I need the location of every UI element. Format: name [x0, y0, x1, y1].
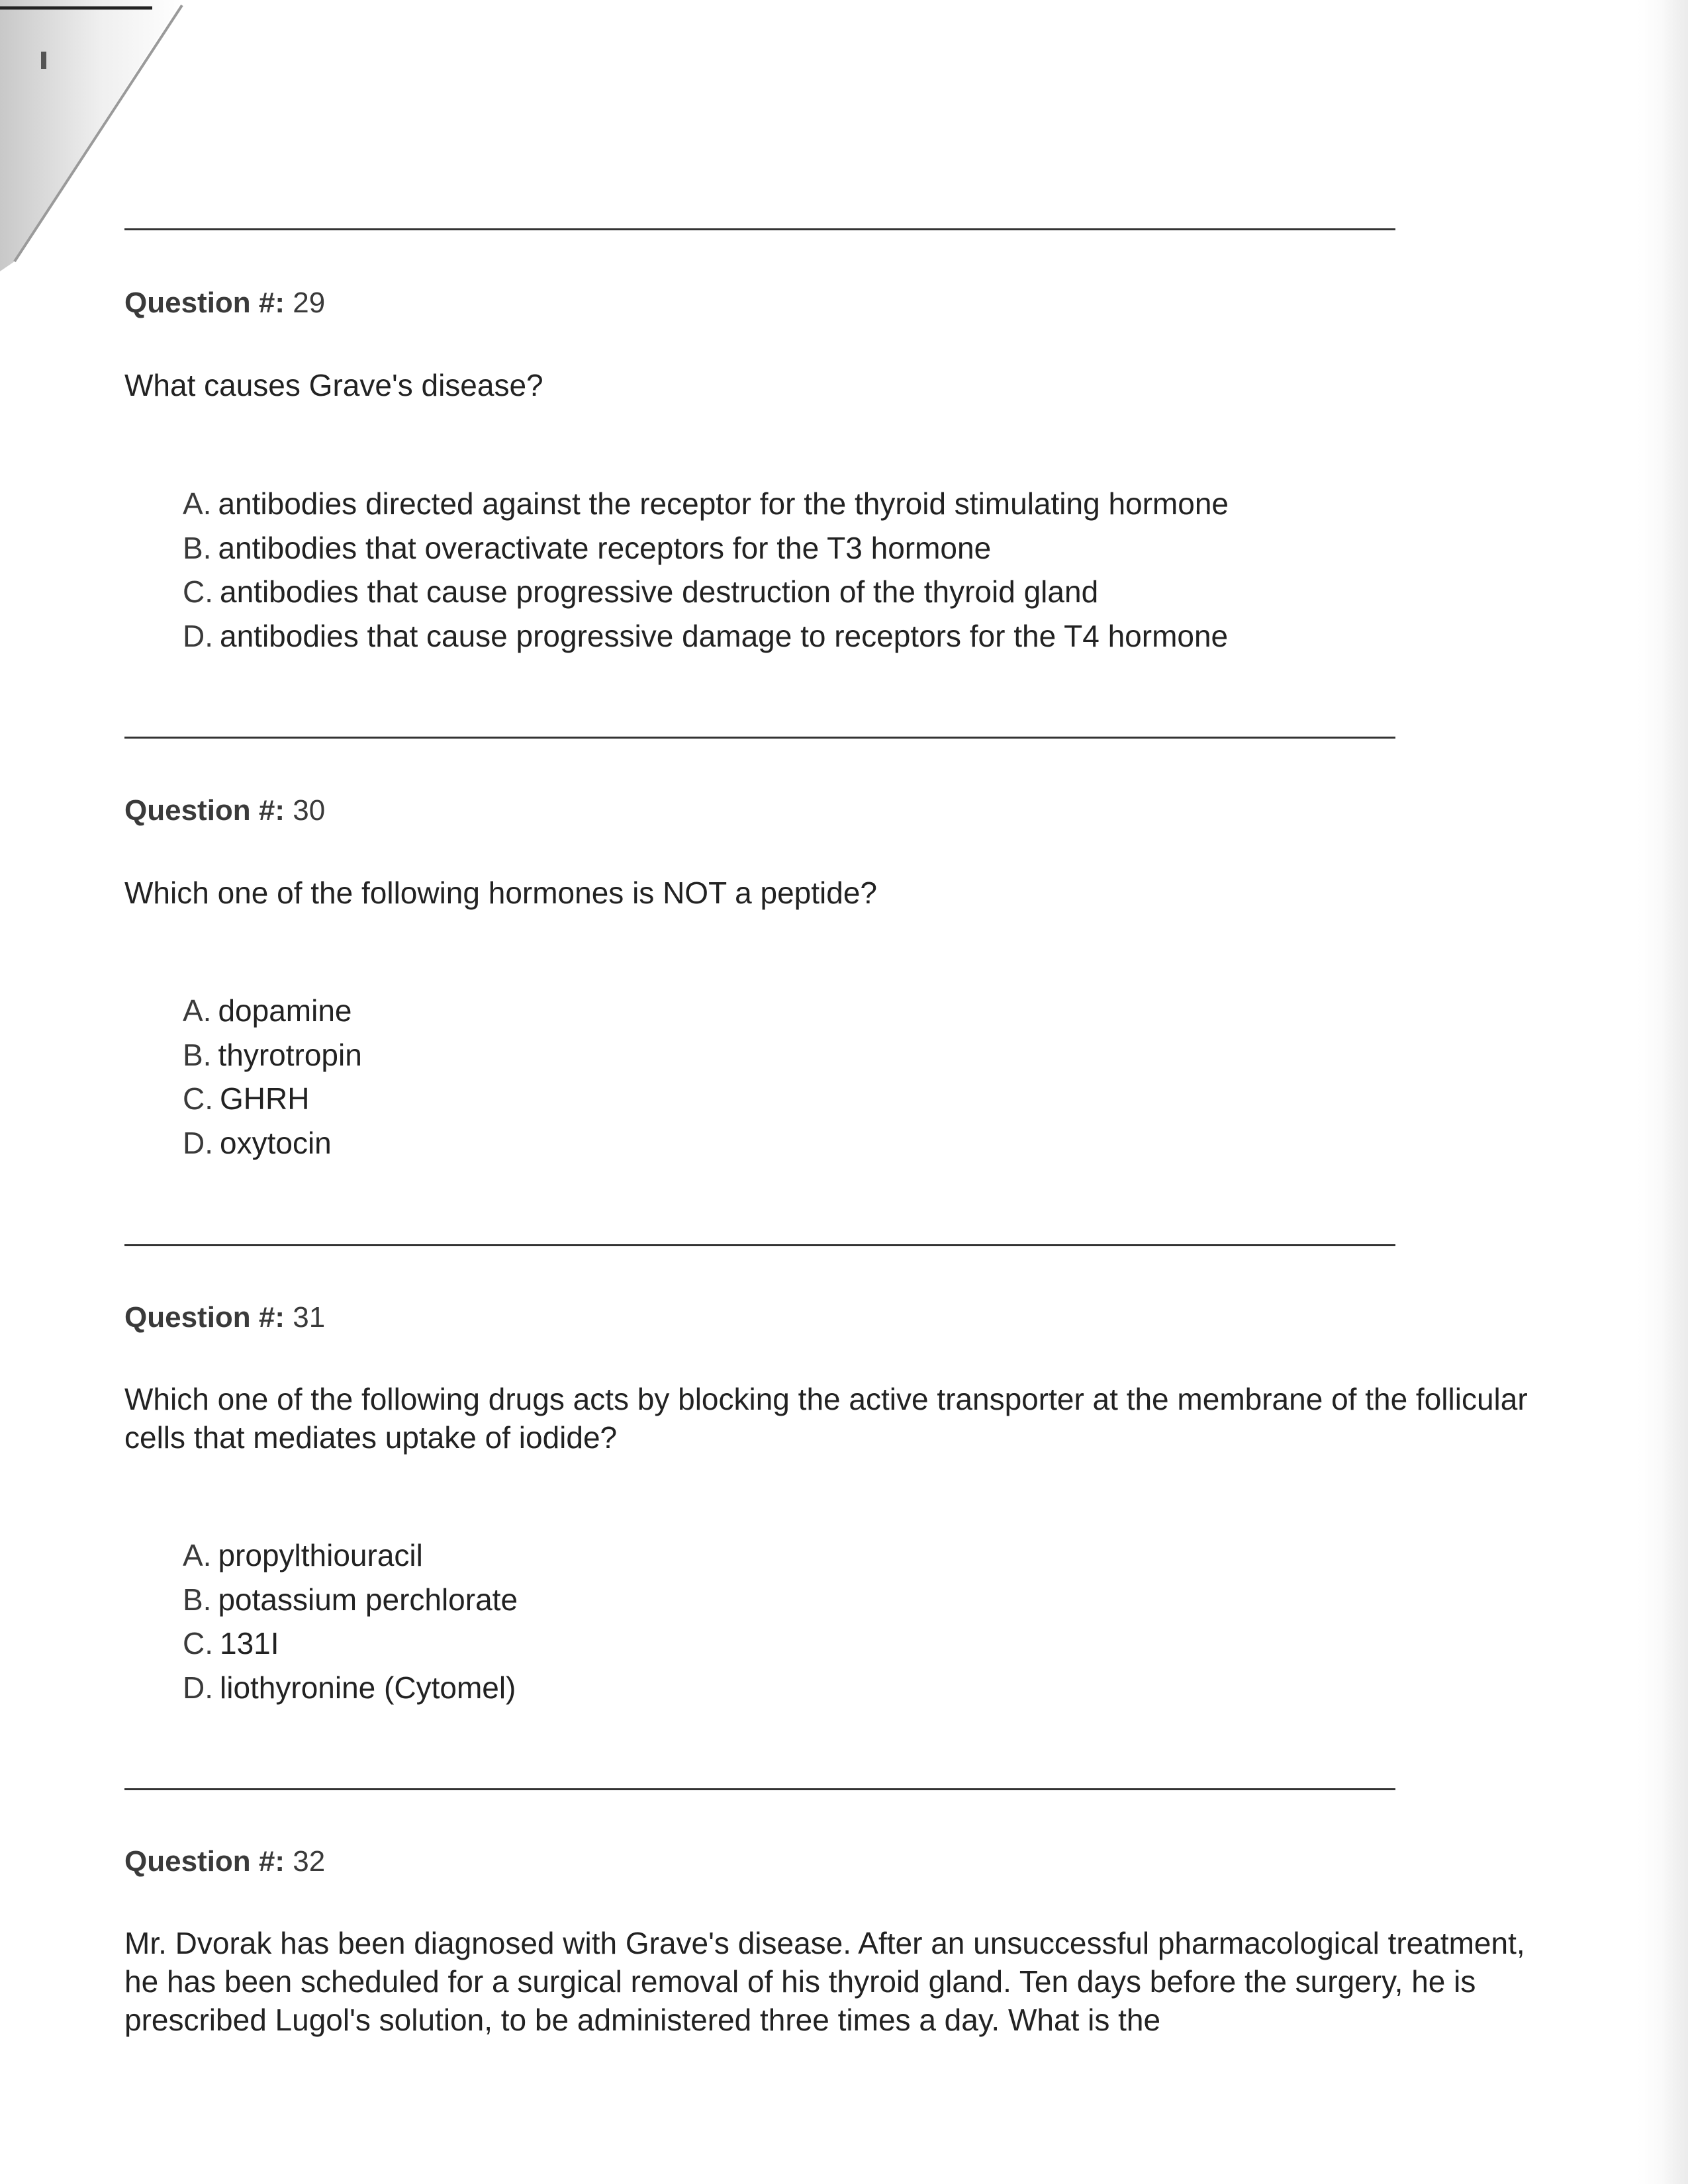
- option-text: potassium perchlorate: [218, 1582, 518, 1617]
- question-number: 31: [293, 1301, 326, 1334]
- option-letter: D.: [183, 1670, 213, 1705]
- option-text: 131I: [220, 1626, 279, 1661]
- option-letter: B.: [183, 530, 212, 565]
- question-text: Which one of the following drugs acts by blocking the active transporter at the membrane of the follicular cells that mediates uptake of iodide?: [124, 1382, 1528, 1455]
- option-letter: D.: [183, 1125, 213, 1160]
- answer-option: [183, 1621, 518, 1666]
- question-header: [124, 794, 325, 827]
- question-number: 30: [293, 794, 326, 827]
- answer-option: [183, 989, 362, 1033]
- question-number: 32: [293, 1845, 326, 1878]
- option-letter: A.: [183, 1538, 212, 1572]
- option-letter: C.: [183, 1081, 213, 1116]
- option-letter: B.: [183, 1037, 212, 1072]
- option-letter: A.: [183, 993, 212, 1028]
- question-label: Question #:: [124, 794, 285, 827]
- option-letter: B.: [183, 1582, 212, 1617]
- answer-option: [183, 1666, 518, 1710]
- separator-rule: [124, 737, 1395, 739]
- question-label: Question #:: [124, 287, 285, 319]
- answer-option: [183, 1077, 362, 1121]
- answer-option: [183, 526, 1229, 570]
- option-text: antibodies that cause progressive destruction of the thyroid gland: [220, 574, 1099, 609]
- option-text: GHRH: [220, 1081, 310, 1116]
- option-text: antibodies that cause progressive damage to receptors for the T4 hormone: [220, 618, 1229, 653]
- question-text: Which one of the following hormones is NOT a peptide?: [124, 876, 877, 910]
- answer-option: [183, 570, 1229, 614]
- answer-option: [183, 1533, 518, 1578]
- option-letter: D.: [183, 618, 213, 653]
- answer-option: [183, 1033, 362, 1077]
- option-text: antibodies that overactivate receptors for the T3 hormone: [218, 530, 992, 565]
- option-text: propylthiouracil: [218, 1538, 423, 1572]
- separator-rule: [124, 1788, 1395, 1790]
- question-text: Mr. Dvorak has been diagnosed with Grave's disease. After an unsuccessful pharmacological treatment, he has been scheduled for a surgical removal of his thyroid gland. Ten days before the surgery, he is prescribed Lugol's solution, to be administered three times a day. What is the: [124, 1926, 1525, 2037]
- option-text: dopamine: [218, 993, 352, 1028]
- answer-option: [183, 614, 1229, 659]
- separator-rule: [124, 228, 1395, 230]
- option-letter: C.: [183, 1626, 213, 1661]
- option-text: antibodies directed against the receptor for the thyroid stimulating hormone: [218, 486, 1229, 521]
- answer-option: [183, 1578, 518, 1622]
- answer-options: [183, 482, 1229, 658]
- option-letter: C.: [183, 574, 213, 609]
- option-text: liothyronine (Cytomel): [220, 1670, 516, 1705]
- option-letter: A.: [183, 486, 212, 521]
- question-header: [124, 287, 325, 320]
- question-label: Question #:: [124, 1301, 285, 1334]
- question-text: What causes Grave's disease?: [124, 368, 543, 402]
- answer-options: [183, 989, 362, 1165]
- page-curl-artifact: [0, 0, 192, 285]
- question-label: Question #:: [124, 1845, 285, 1878]
- answer-options: [183, 1533, 518, 1709]
- separator-rule: [124, 1244, 1395, 1246]
- answer-option: [183, 1121, 362, 1165]
- option-text: thyrotropin: [218, 1037, 362, 1072]
- question-number: 29: [293, 287, 326, 319]
- question-header: [124, 1301, 325, 1334]
- answer-option: [183, 482, 1229, 526]
- option-text: oxytocin: [220, 1125, 332, 1160]
- question-header: [124, 1845, 325, 1878]
- page-edge-shadow: [1662, 0, 1688, 2184]
